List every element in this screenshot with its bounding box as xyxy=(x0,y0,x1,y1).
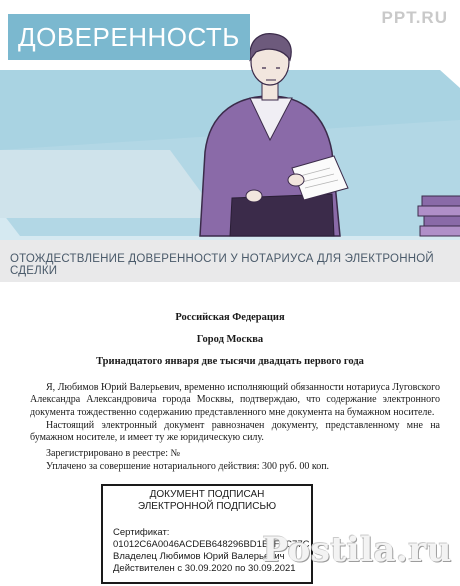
notary-figure xyxy=(200,34,348,236)
top-watermark: PPT.RU xyxy=(381,8,448,27)
stamp-line-2: ЭЛЕКТРОННОЙ ПОДПИСЬЮ xyxy=(137,501,277,512)
book-stack xyxy=(418,196,460,236)
doc-date: Тринадцатого января две тысячи двадцать первого года xyxy=(96,356,364,367)
hero-illustration xyxy=(0,0,460,282)
stamp-line-1: ДОКУМЕНТ ПОДПИСАН xyxy=(149,489,265,500)
doc-fee: Уплачено за совершение нотариального действия: 300 руб. 00 коп. xyxy=(46,461,330,472)
stamp-cert-value: 01012C6A0046ACDEB648296BD1B3FAC77C xyxy=(113,539,310,550)
stamp-validity: Действителен с 30.09.2020 по 30.09.2021 xyxy=(113,563,296,574)
caption-text: ОТОЖДЕСТВЛЕНИЕ ДОВЕРЕННОСТИ У НОТАРИУСА ДЛЯ ЭЛЕКТРОННОЙ СДЕЛКИ xyxy=(10,253,434,277)
doc-paragraph-2: Настоящий электронный документ равнозначен документу, представленному мне на бумажном носителе, и имеет ту же юридическую силу. xyxy=(30,420,440,444)
stamp-cert-label: Сертификат: xyxy=(113,527,170,538)
doc-paragraph-1: Я, Любимов Юрий Валерьевич, временно исполняющий обязанности нотариуса Луговского Александра Александровича города Москвы, подтверждаю, что содержание электронного документа тождественно содержанию представленного мне документа на бумажном носителе. xyxy=(30,382,440,418)
doc-registry: Зарегистрировано в реестре: № xyxy=(46,448,181,459)
page-title: ДОВЕРЕННОСТЬ xyxy=(18,21,240,52)
title-banner xyxy=(8,14,250,60)
bottom-watermark: Postila.ru xyxy=(262,530,452,570)
doc-city: Город Москва xyxy=(196,334,264,345)
doc-country: Российская Федерация xyxy=(175,312,285,323)
stamp-owner: Владелец Любимов Юрий Валерьевич xyxy=(113,551,285,562)
